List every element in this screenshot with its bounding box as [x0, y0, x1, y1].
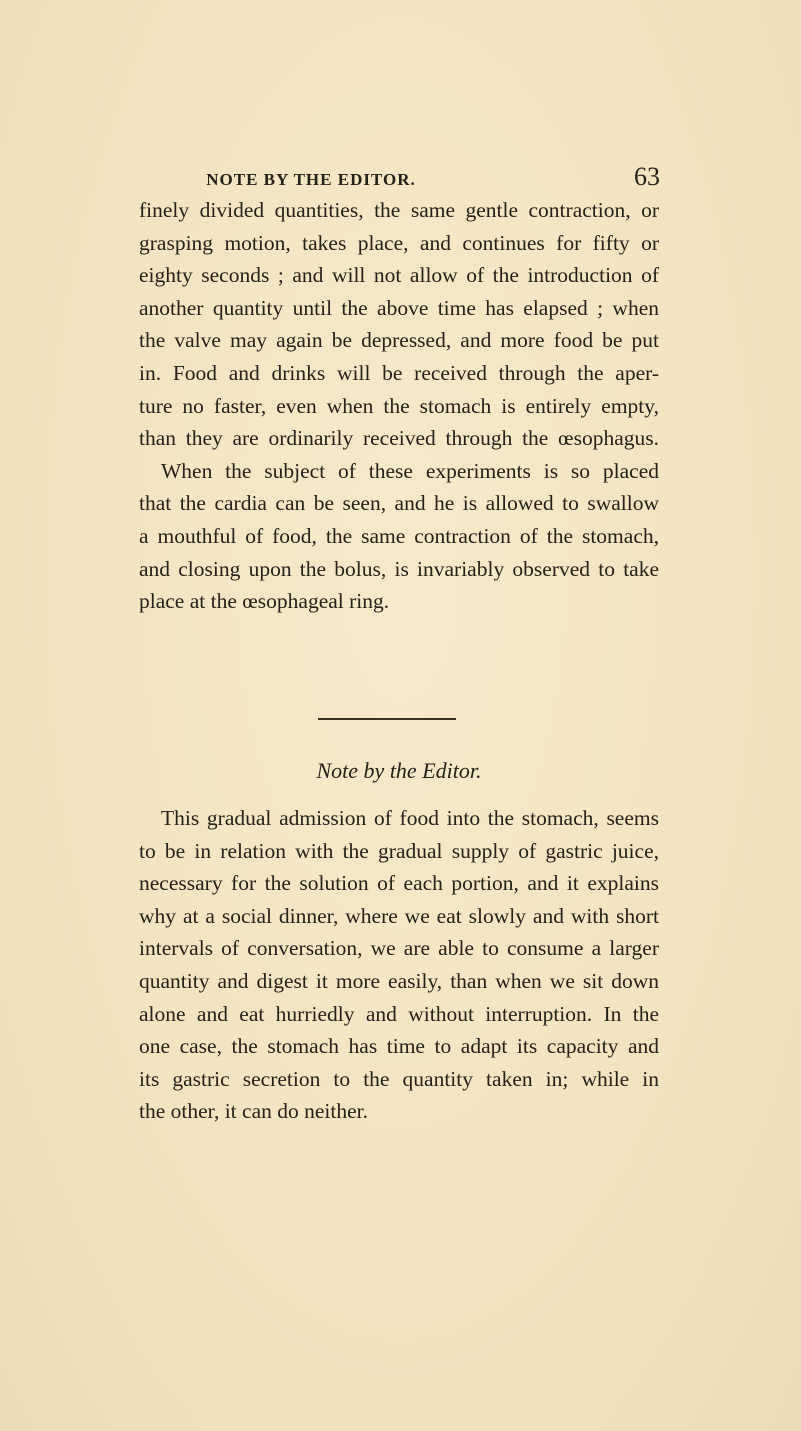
text-line: in. Food and drinks will be received through the aper- — [139, 360, 659, 385]
page-number: 63 — [634, 162, 660, 191]
text-line: place at the œsophageal ring. — [139, 589, 390, 614]
section-divider — [318, 718, 456, 720]
text-line: intervals of conversation, we are able to consume a larger — [139, 936, 659, 961]
text-line: ture no faster, even when the stomach is entirely empty, — [139, 393, 659, 418]
text-line: another quantity until the above time has elapsed ; when — [139, 295, 659, 320]
text-line: why at a social dinner, where we eat slowly and with short — [139, 903, 659, 928]
text-line: eighty seconds ; and will not allow of the introduction of — [139, 263, 659, 288]
text-line: than they are ordinarily received through the œsophagus. — [139, 426, 659, 451]
text-line: to be in relation with the gradual supply of gastric juice, — [139, 838, 659, 863]
text-line: When the subject of these experiments is so placed — [161, 458, 659, 483]
text-line: grasping motion, takes place, and continues for fifty or — [139, 230, 659, 255]
text-line: its gastric secretion to the quantity taken in; while in — [139, 1066, 659, 1091]
text-line: the valve may again be depressed, and more food be put — [139, 328, 659, 353]
text-line: This gradual admission of food into the stomach, seems — [161, 806, 659, 830]
text-line: and closing upon the bolus, is invariably observed to take — [139, 556, 659, 581]
text-line: alone and eat hurriedly and without interruption. In the — [139, 1001, 659, 1026]
text-line: one case, the stomach has time to adapt its capacity and — [139, 1034, 659, 1059]
text-line: finely divided quantities, the same gentle contraction, or — [139, 198, 659, 222]
text-line: necessary for the solution of each portion, and it explains — [139, 871, 659, 896]
paragraph-editor-note — [139, 802, 659, 1128]
text-line: a mouthful of food, the same contraction of the stomach, — [139, 523, 659, 548]
paragraph-continuation — [139, 194, 659, 618]
text-line: the other, it can do neither. — [139, 1099, 368, 1124]
running-head: NOTE BY THE EDITOR. — [206, 170, 416, 189]
text-line: that the cardia can be seen, and he is allowed to swallow — [139, 491, 659, 516]
section-title: Note by the Editor. — [316, 758, 482, 783]
text-line: quantity and digest it more easily, than when we sit down — [139, 968, 659, 993]
